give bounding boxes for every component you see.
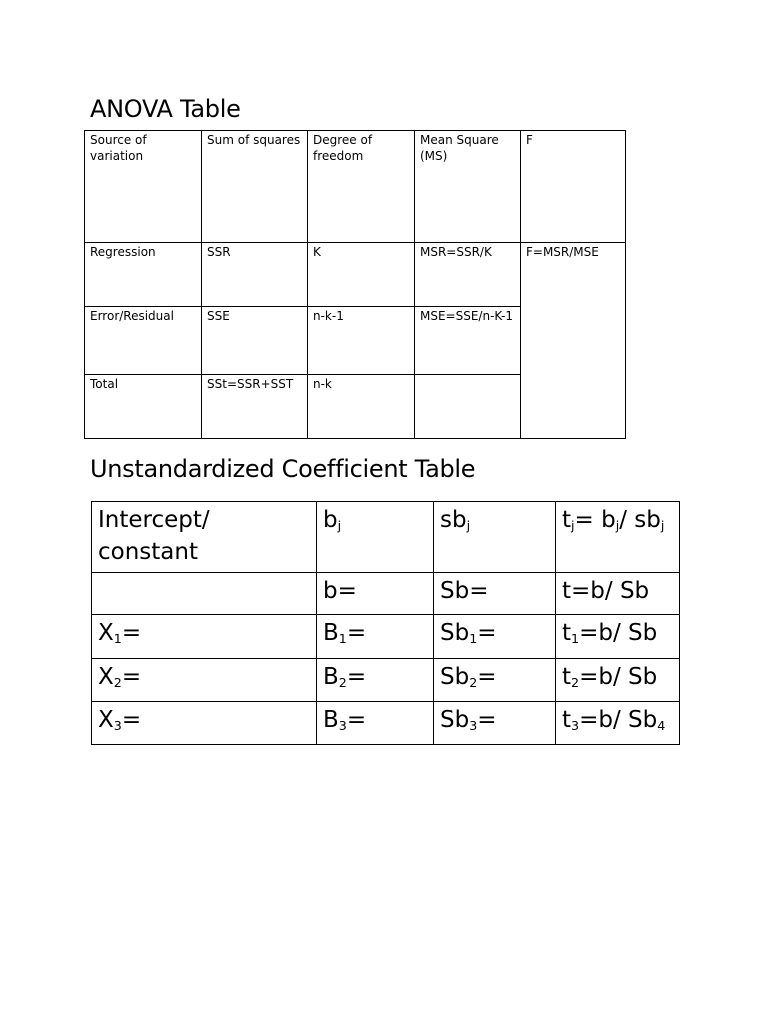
coef-cell: $t_3=b/$ $Sb_4$ xyxy=(556,702,680,745)
coef-cell: $X_3=$ xyxy=(92,702,317,745)
coefficient-row xyxy=(92,615,680,659)
anova-table xyxy=(84,130,626,439)
anova-cell: SSt=SSR+SST xyxy=(202,375,308,439)
anova-cell: SSE xyxy=(202,307,308,375)
coefficient-row xyxy=(92,659,680,702)
coef-cell xyxy=(92,573,317,615)
coef-header-sbj: $sb_j$ xyxy=(434,502,556,573)
anova-cell: Error/Residual xyxy=(85,307,202,375)
anova-cell: SSR xyxy=(202,243,308,307)
coef-cell: $Sb_3=$ xyxy=(434,702,556,745)
coef-cell: $X_1=$ xyxy=(92,615,317,659)
anova-header-cell: Sum of squares xyxy=(202,131,308,243)
coefficient-header-row xyxy=(92,502,680,573)
coef-cell: $X_2=$ xyxy=(92,659,317,702)
coef-cell: $t_2=b/$ Sb xyxy=(556,659,680,702)
coef-cell: t=b/ Sb xyxy=(556,573,680,615)
coef-header-bj: $b_j$ xyxy=(317,502,434,573)
anova-row-regression xyxy=(85,243,626,307)
coef-cell: $Sb_1=$ xyxy=(434,615,556,659)
anova-cell-f: F=MSR/MSE xyxy=(521,243,626,439)
coefficient-row xyxy=(92,573,680,615)
anova-cell: Total xyxy=(85,375,202,439)
anova-header-cell: Mean Square (MS) xyxy=(415,131,521,243)
anova-cell: MSR=SSR/K xyxy=(415,243,521,307)
anova-cell: Regression xyxy=(85,243,202,307)
coef-cell: b= xyxy=(317,573,434,615)
anova-table-title: ANOVA Table xyxy=(90,95,241,123)
anova-cell xyxy=(415,375,521,439)
anova-header-row xyxy=(85,131,626,243)
anova-cell: MSE=SSE/n-K-1 xyxy=(415,307,521,375)
coef-header-intercept: Intercept/ constant xyxy=(92,502,317,573)
coef-cell: $B_1=$ xyxy=(317,615,434,659)
anova-header-cell: Source of variation xyxy=(85,131,202,243)
coefficient-table xyxy=(91,501,680,745)
coef-header-tj: $t_j= b_j/$ $sb_j$ xyxy=(556,502,680,573)
coefficient-table-title: Unstandardized Coefficient Table xyxy=(90,455,476,483)
anova-cell: K xyxy=(308,243,415,307)
coef-cell: $Sb_2=$ xyxy=(434,659,556,702)
coefficient-row xyxy=(92,702,680,745)
anova-cell: n-k xyxy=(308,375,415,439)
coef-cell: $B_3=$ xyxy=(317,702,434,745)
coef-cell: $t_1=b/$ Sb xyxy=(556,615,680,659)
coef-cell: Sb= xyxy=(434,573,556,615)
coef-cell: $B_2=$ xyxy=(317,659,434,702)
anova-header-cell: F xyxy=(521,131,626,243)
anova-header-cell: Degree of freedom xyxy=(308,131,415,243)
anova-cell: n-k-1 xyxy=(308,307,415,375)
